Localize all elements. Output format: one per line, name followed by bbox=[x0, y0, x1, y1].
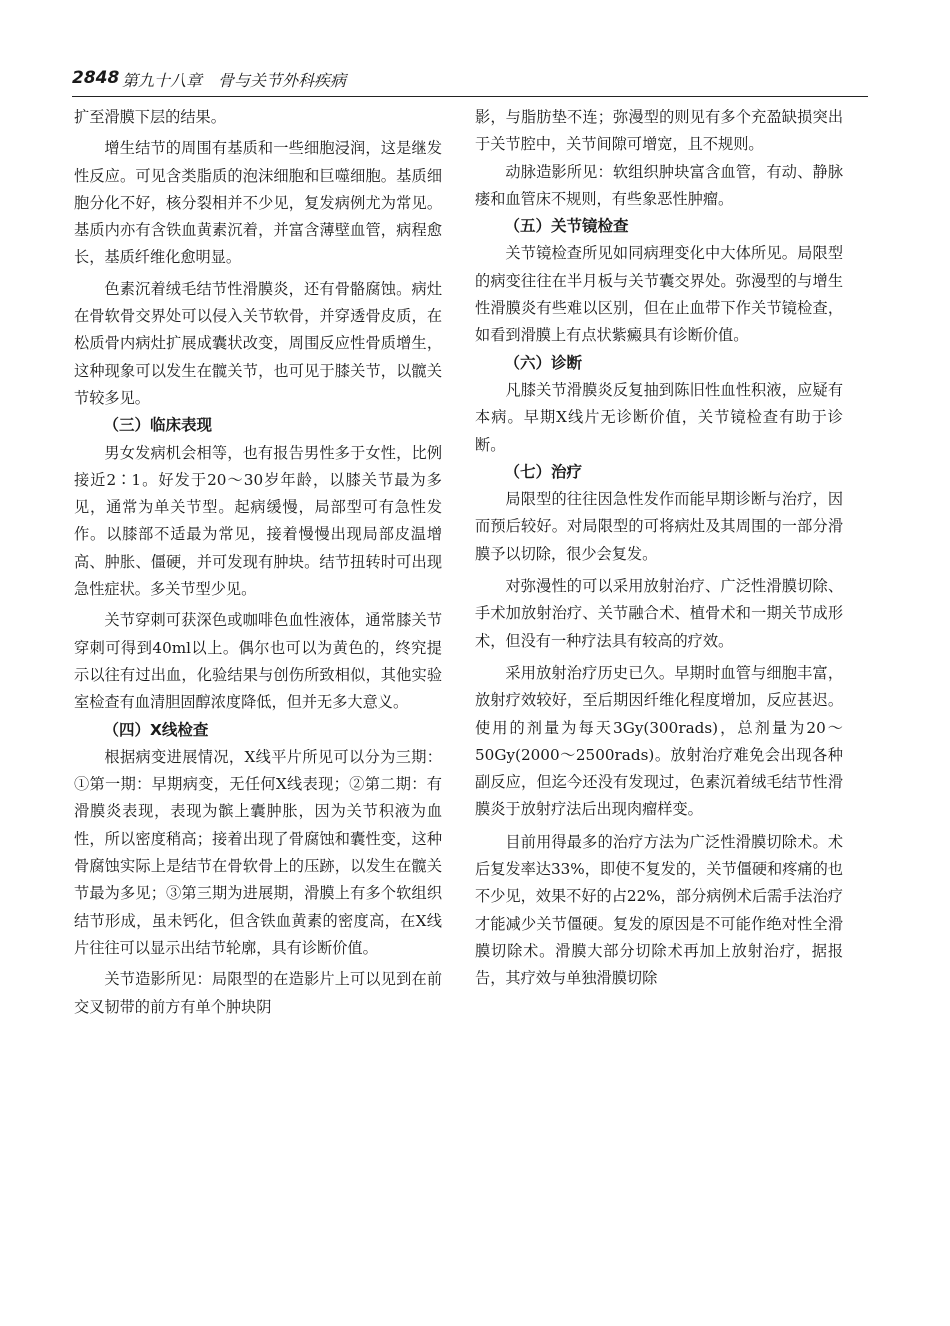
paragraph: 根据病变进展情况，X线平片所见可以分为三期：①第一期：早期病变，无任何X线表现；②第二期：有滑膜炎表现，表现为髌上囊肿胀，因为关节积液为血性，所以密度稍高；接着出现了骨腐蚀和囊性变，这种骨腐蚀实际上是结节在骨软骨上的压跡，以发生在髋关节最为多见；③第三期为进展期，滑膜上有多个软组织结节形成，虽未钙化，但含铁血黄素的密度高，在X线片往往可以显示出结节轮廓，具有诊断价值。 bbox=[74, 747, 442, 957]
paragraph: 关节造影所见：局限型的在造影片上可以见到在前交叉韧带的前方有单个肿块阴 bbox=[74, 970, 442, 1016]
page-number: 2848 bbox=[72, 68, 120, 88]
paragraph: 影，与脂肪垫不连；弥漫型的则见有多个充盈缺损突出于关节腔中，关节间隙可增宽，且不规则。 bbox=[475, 108, 843, 154]
paragraph: 采用放射治疗历史已久。早期时血管与细胞丰富，放射疗效较好，至后期因纤维化程度增加，反应甚迟。使用的剂量为每天3Gy(300rads)，总剂量为20～50Gy(2000～2500rads)。放射治疗难免会出现各种副反应，但迄今还没有发现过，色素沉着绒毛结节性滑膜炎于放射疗法后出现肉瘤样变。 bbox=[475, 663, 843, 819]
paragraph: 目前用得最多的治疗方法为广泛性滑膜切除术。术后复发率达33%，即使不复发的，关节僵硬和疼痛的也不少见，效果不好的占22%，部分病例术后需手法治疗才能减少关节僵硬。复发的原因是不可能作绝对性全滑膜切除术。滑膜大部分切除术再加上放射治疗，据报告，其疗效与单独滑膜切除 bbox=[475, 832, 843, 988]
section-heading: （四）X线检查 bbox=[103, 720, 209, 739]
paragraph: 增生结节的周围有基质和一些细胞浸润，这是继发性反应。可见含类脂质的泡沫细胞和巨噬细胞。基质细胞分化不好，核分裂相并不少见，复发病例尤为常见。基质内亦有含铁血黄素沉着，并富含薄壁血管，病程愈长，基质纤维化愈明显。 bbox=[74, 139, 442, 267]
page-header bbox=[72, 66, 868, 97]
paragraph: 凡膝关节滑膜炎反复抽到陈旧性血性积液，应疑有本病。早期X线片无诊断价值，关节镜检查有助于诊断。 bbox=[475, 380, 843, 454]
left-column bbox=[74, 104, 442, 1021]
section-heading: （三）临床表现 bbox=[103, 416, 212, 435]
paragraph: 关节镜检查所见如同病理变化中大体所见。局限型的病变往往在半月板与关节囊交界处。弥漫型的与增生性滑膜炎有些难以区别，但在止血带下作关节镜检查，如看到滑膜上有点状紫癜具有诊断价值。 bbox=[475, 244, 843, 345]
paragraph: 局限型的往往因急性发作而能早期诊断与治疗，因而预后较好。对局限型的可将病灶及其周围的一部分滑膜予以切除，很少会复发。 bbox=[475, 490, 843, 563]
section-heading: （五）关节镜检查 bbox=[504, 217, 629, 236]
section-heading: （七）治疗 bbox=[504, 462, 582, 481]
section-heading: （六）诊断 bbox=[504, 353, 582, 372]
paragraph: 对弥漫性的可以采用放射治疗、广泛性滑膜切除、手术加放射治疗、关节融合术、植骨术和一期关节成形术，但没有一种疗法具有较高的疗效。 bbox=[475, 577, 843, 650]
paragraph: 男女发病机会相等，也有报告男性多于女性，比例接近2∶1。好发于20～30岁年龄，以膝关节最为多见，通常为单关节型。起病缓慢，局部型可有急性发作。以膝部不适最为常见，接着慢慢出现局部皮温增高、肿胀、僵硬，并可发现有肿块。结节扭转时可出现急性症状。多关节型少见。 bbox=[74, 443, 442, 599]
right-column bbox=[475, 104, 843, 993]
chapter-title: 第九十八章 骨与关节外科疾病 bbox=[122, 71, 347, 90]
paragraph: 关节穿刺可获深色或咖啡色血性液体，通常膝关节穿刺可得到40ml以上。偶尔也可以为黄色的，终究提示以往有过出血，化验结果与创伤所致相似，其他实验室检查有血清胆固醇浓度降低，但并无多大意义。 bbox=[74, 611, 442, 712]
paragraph: 动脉造影所见：软组织肿块富含血管，有动、静脉瘘和血管床不规则，有些象恶性肿瘤。 bbox=[475, 162, 843, 208]
paragraph: 扩至滑膜下层的结果。 bbox=[74, 108, 226, 126]
paragraph: 色素沉着绒毛结节性滑膜炎，还有骨骼腐蚀。病灶在骨软骨交界处可以侵入关节软骨，并穿透骨皮质，在松质骨内病灶扩展成囊状改变，周围反应性骨质增生，这种现象可以发生在髋关节，也可见于膝关节，以髋关节较多见。 bbox=[74, 279, 442, 407]
